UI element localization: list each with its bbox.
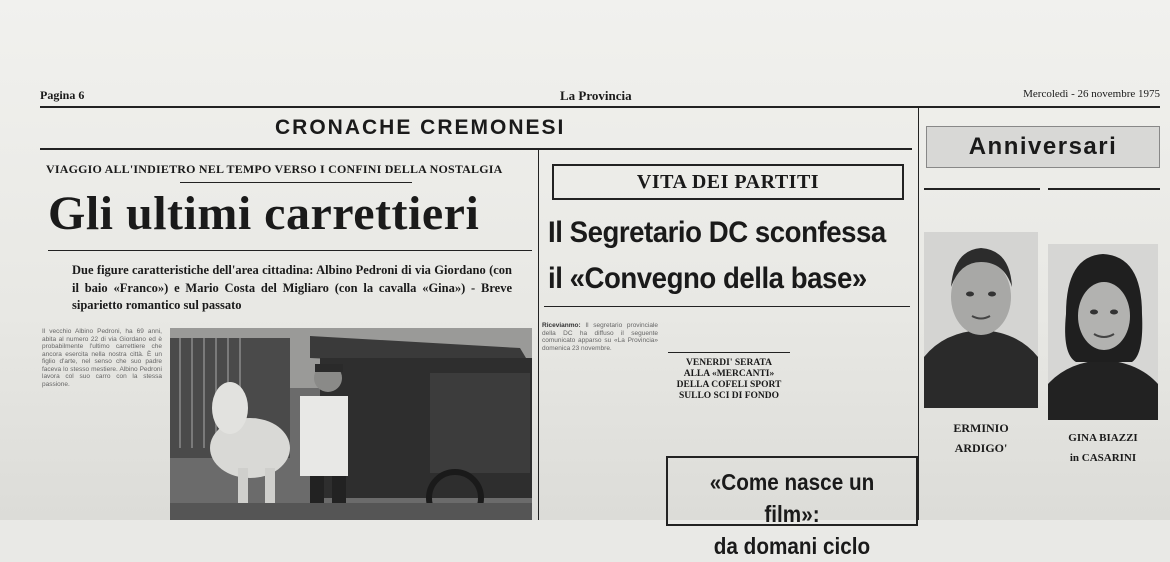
party-body-column-3: [796, 320, 912, 450]
obituary-text-biazzi: [1050, 476, 1158, 520]
person-name-line1: GINA BIAZZI: [1068, 432, 1138, 444]
obituary-intro-text: [1050, 198, 1158, 238]
section-title: CRONACHE CREMONESI: [275, 116, 566, 139]
portrait-ardigo: [924, 232, 1038, 408]
party-dateline: Ricevianmo:: [542, 322, 581, 329]
film-headline: [682, 466, 902, 562]
party-headline-line2: il «Convegno della base»: [548, 262, 867, 295]
headline-rule: [48, 250, 532, 251]
article-subheadline: Due figure caratteristiche dell'area cittadina: Albino Pedroni di via Giordano (con il baio «Franco») e Mario Costa del Migliaro (con la cavalla «Gina») - Breve siparietto romantico sul passato: [72, 263, 512, 312]
obituary-text-ardigo: [924, 466, 1038, 520]
page-number: Pagina 6: [40, 88, 85, 102]
column-rule: [918, 108, 919, 520]
anniversari-title: Anniversari: [926, 126, 1160, 168]
obituary-intro-text: [926, 198, 1038, 228]
obituary-name-ardigo: [924, 418, 1038, 458]
person-name-line1: ERMINIO: [953, 421, 1009, 435]
party-box-label: VITA DEI PARTITI: [552, 164, 904, 200]
portrait-ardigo-image: [924, 232, 1038, 408]
portrait-biazzi-image: [1048, 244, 1158, 420]
section-rule: [40, 148, 912, 150]
newspaper-name: La Provincia: [560, 88, 632, 103]
film-headline-line1: «Come nasce un film»:: [709, 469, 875, 527]
party-body-text: Il segretario provinciale della DC ha diffuso il seguente comunicato apparso su «La Provincia» domenica 23 novembre.: [542, 322, 658, 352]
masthead: [40, 88, 1160, 106]
issue-date: Mercoledì - 26 novembre 1975: [1023, 88, 1160, 100]
film-headline-line2: da domani ciclo: [713, 533, 871, 559]
article-headline: Gli ultimi carrettieri: [48, 187, 480, 240]
sport-news-line: ALLA «MERCANTI»: [683, 369, 775, 379]
sport-news-line: DELLA COFELI SPORT: [676, 380, 782, 390]
party-body-column-2: [666, 320, 790, 350]
party-body-column: [542, 322, 658, 520]
sport-news-body: [668, 408, 790, 452]
person-name-line2: in CASARINI: [1069, 452, 1137, 464]
kicker-rule: [180, 182, 412, 183]
sport-news-box: [666, 358, 792, 402]
masthead-rule: [40, 106, 1160, 108]
article-body-column: Il vecchio Albino Pedroni, ha 69 anni, abita al numero 22 di via Giordano ed è probabilmente l'ultimo carrettiere che ancora esercita nella nostra città. È un figlio d'arte, nel senso che suo padre faceva lo stesso mestiere. Albino Pedroni lavora col suo carro con la stessa passione.: [42, 328, 162, 388]
column-rule: [538, 150, 539, 520]
person-name-line2: ARDIGO': [954, 441, 1008, 455]
portrait-biazzi: [1048, 244, 1158, 420]
sport-news-line: VENERDI' SERATA: [686, 358, 772, 368]
box-rule: [668, 352, 790, 353]
headline-rule: [544, 306, 910, 307]
obituary-rule: [924, 188, 1040, 190]
sport-news-line: SULLO SCI DI FONDO: [678, 391, 780, 401]
photo-illustration: [170, 328, 532, 520]
obituary-name-biazzi: [1048, 428, 1158, 468]
party-headline-line1: Il Segretario DC sconfessa: [548, 216, 886, 249]
article-kicker: VIAGGIO ALL'INDIETRO NEL TEMPO VERSO I CONFINI DELLA NOSTALGIA: [46, 162, 503, 176]
carter-photo: [170, 328, 532, 520]
obituary-rule: [1048, 188, 1160, 190]
